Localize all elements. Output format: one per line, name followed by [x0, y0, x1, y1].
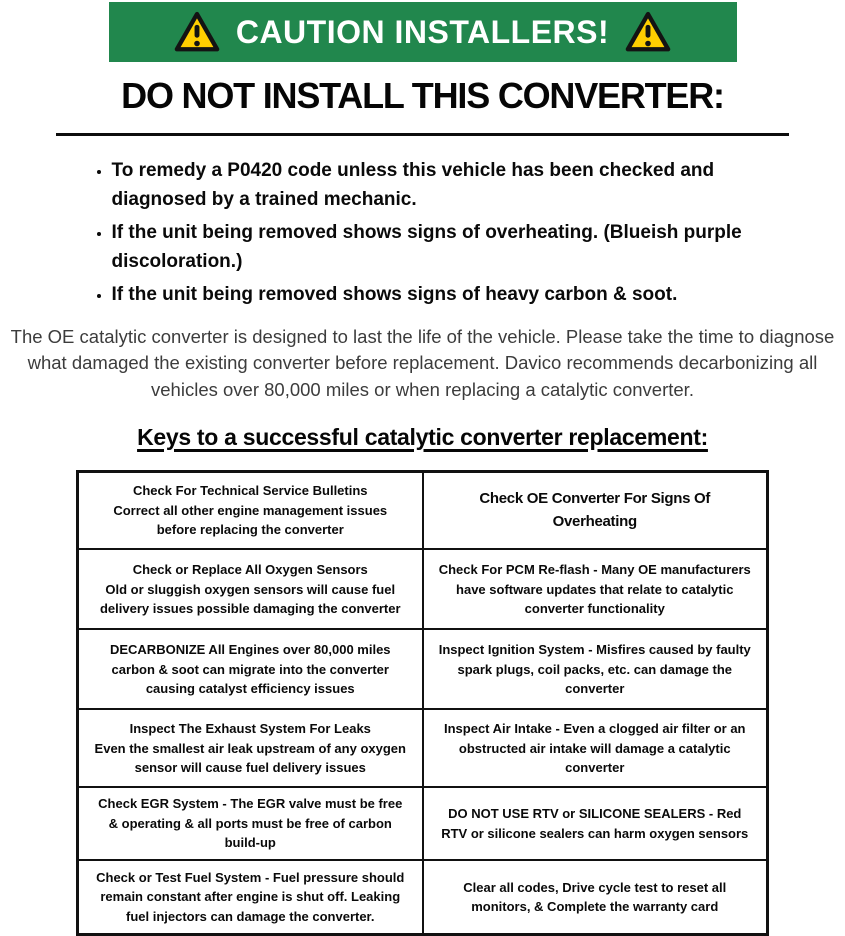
cell-line: Inspect Air Intake - Even a clogged air filter or an obstructed air intake will damage a catalytic converter: [444, 721, 746, 776]
table-cell-egr-system: [78, 787, 423, 860]
table-cell-oxygen-sensors: [78, 549, 423, 629]
cell-line: Check OE Converter For Signs Of Overheating: [479, 490, 711, 530]
table-row: [78, 629, 768, 709]
cell-line: Check For Technical Service Bulletins: [132, 483, 368, 499]
cell-line: Check or Replace All Oxygen Sensors: [132, 562, 368, 578]
table-cell-clear-codes: [423, 860, 768, 935]
table-row: [78, 860, 768, 935]
cell-line: DECARBONIZE All Engines over 80,000 miles carbon & soot can migrate into the converter causing catalyst efficiency issues: [109, 642, 391, 697]
table-row: [78, 471, 768, 549]
table-cell-air-intake: [423, 709, 768, 787]
table-cell-ignition-system: [423, 629, 768, 709]
warning-triangle-icon: [174, 11, 220, 53]
cell-line: Check EGR System - The EGR valve must be free & operating & all ports must be free of carbon build-up: [98, 796, 403, 851]
table-row: [78, 549, 768, 629]
headline: DO NOT INSTALL THIS CONVERTER:: [121, 75, 724, 116]
table-row: [78, 787, 768, 860]
table-cell-exhaust-leaks: [78, 709, 423, 787]
table-row: [78, 709, 768, 787]
warning-item: • If the unit being removed shows signs of heavy carbon & soot.: [112, 281, 754, 310]
cell-line: Check or Test Fuel System - Fuel pressure should remain constant after engine is shut off. Leaking fuel injectors can damage the converter.: [96, 869, 405, 924]
cell-line: Check For PCM Re-flash - Many OE manufacturers have software updates that relate to catalytic converter functionality: [438, 562, 751, 617]
warning-item: • To remedy a P0420 code unless this vehicle has been checked and diagnosed by a trained mechanic.: [112, 157, 754, 214]
table-cell-decarbonize: [78, 629, 423, 709]
table-cell-no-rtv-sealers: [423, 787, 768, 860]
table-cell-pcm-reflash: [423, 549, 768, 629]
table-cell-tsb: [78, 471, 423, 549]
warning-item: • If the unit being removed shows signs of overheating. (Blueish purple discoloration.): [112, 219, 754, 276]
warning-triangle-icon: [625, 11, 671, 53]
cell-line: Even the smallest air leak upstream of any oxygen sensor will cause fuel delivery issues: [94, 740, 406, 776]
warning-list: [92, 157, 754, 310]
cell-line: Inspect The Exhaust System For Leaks: [129, 721, 371, 737]
table-cell-check-oe: [423, 471, 768, 549]
cell-line: DO NOT USE RTV or SILICONE SEALERS - Red RTV or silicone sealers can harm oxygen sensors: [441, 806, 749, 841]
divider-rule: [56, 133, 789, 136]
banner-title: CAUTION INSTALLERS!: [235, 13, 610, 50]
caution-banner: [109, 2, 737, 62]
cell-line: Clear all codes, Drive cycle test to reset all monitors, & Complete the warranty card: [463, 879, 727, 915]
tips-table: [76, 470, 769, 936]
cell-line: Old or sluggish oxygen sensors will cause fuel delivery issues possible damaging the converter: [99, 581, 401, 617]
cell-line: Inspect Ignition System - Misfires caused by faulty spark plugs, coil packs, etc. can damage the converter: [438, 642, 751, 697]
cell-line: Correct all other engine management issues before replacing the converter: [113, 502, 388, 538]
intro-paragraph: The OE catalytic converter is designed to last the life of the vehicle. Please take the time to diagnose what damaged the existing converter before replacement. Davico recommends decarbonizing all vehicles over 80,000 miles or when replacing a catalytic converter.: [10, 325, 835, 401]
keys-heading: Keys to a successful catalytic converter replacement:: [137, 423, 708, 450]
table-cell-fuel-system: [78, 860, 423, 935]
